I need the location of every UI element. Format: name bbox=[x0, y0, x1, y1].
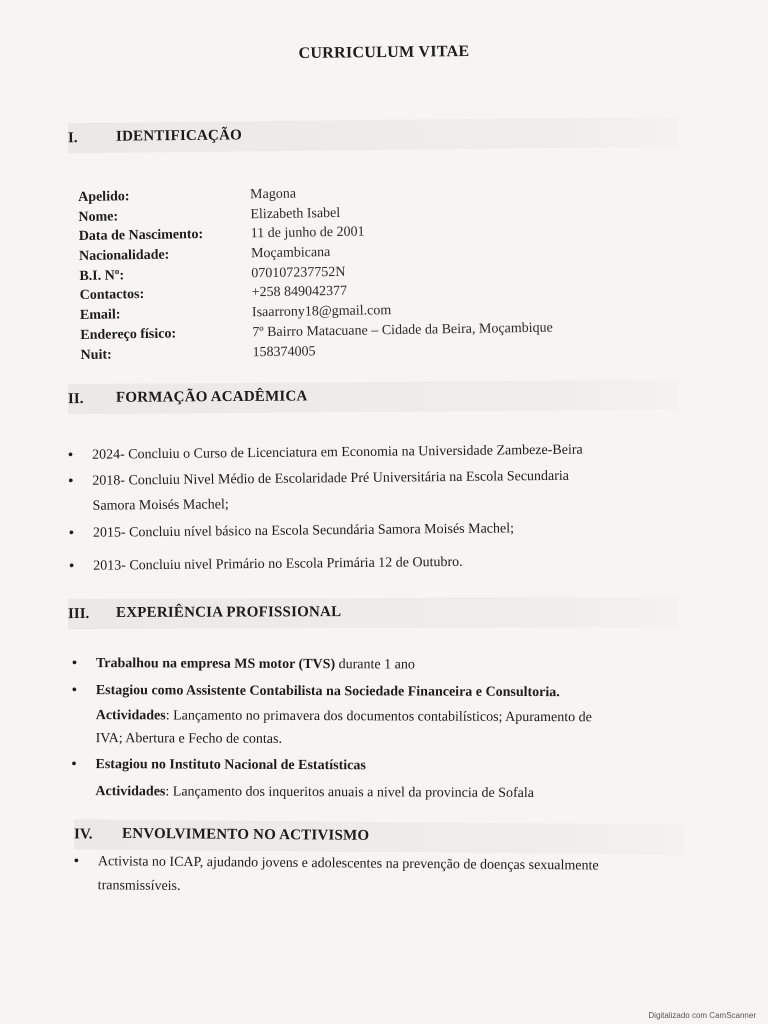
id-value: 158374005 bbox=[252, 343, 316, 360]
bullet-icon: • bbox=[73, 853, 79, 870]
list-item: • 2013- Concluiu nivel Primário no Escola Primária 12 de Outubro. bbox=[69, 551, 689, 577]
activismo-list bbox=[74, 852, 694, 901]
bullet-icon: • bbox=[68, 447, 74, 463]
id-value: 070107237752N bbox=[251, 264, 346, 282]
section-header-experiencia bbox=[68, 597, 678, 629]
list-item: • Activista no ICAP, ajudando jovens e adolescentes na prevenção de doenças sexualmente bbox=[73, 853, 599, 874]
list-item-continuation: transmissíveis. bbox=[97, 878, 181, 894]
id-value: 7º Bairro Matacuane – Cidade da Beira, Moçambique bbox=[252, 320, 553, 341]
section-header-envolvimento bbox=[74, 819, 684, 854]
id-value: Isaarrony18@gmail.com bbox=[251, 303, 392, 321]
activity-line: IVA; Abertura e Fecho de contas. bbox=[95, 731, 283, 747]
id-value: +258 849042377 bbox=[251, 284, 348, 301]
id-label: Contactos: bbox=[79, 287, 145, 304]
id-label: Nome: bbox=[78, 209, 119, 225]
list-item: • Estagiou como Assistente Contabilista na Sociedade Financeira e Consultoria. bbox=[71, 682, 560, 701]
id-label: Email: bbox=[79, 307, 121, 324]
id-label: Endereço físico: bbox=[80, 326, 177, 343]
activity-line: Actividades: Lançamento dos inqueritos anuais a nivel da provincia de Sofala bbox=[95, 784, 534, 802]
id-label: Nuit: bbox=[80, 346, 112, 363]
bullet-icon: • bbox=[68, 473, 74, 489]
section-title: FORMAÇÃO ACADÊMICA bbox=[115, 388, 308, 406]
document-title: CURRICULUM VITAE bbox=[298, 42, 470, 63]
scanner-watermark: Digitalizado com CamScanner bbox=[648, 1011, 756, 1020]
bullet-icon: • bbox=[71, 756, 77, 773]
list-item: • 2015- Concluiu nível básico na Escola Secundária Samora Moisés Machel; bbox=[69, 518, 689, 544]
bullet-icon: • bbox=[71, 656, 77, 672]
bullet-icon: • bbox=[71, 682, 77, 699]
section-number: I. bbox=[67, 130, 78, 147]
id-value: Moçambicana bbox=[250, 245, 331, 262]
list-item: • 2024- Concluiu o Curso de Licenciatura em Economia na Universidade Zambeze-Beira bbox=[68, 440, 688, 466]
bullet-icon: • bbox=[68, 525, 74, 541]
id-value: 11 de junho de 2001 bbox=[250, 224, 365, 242]
id-label: B.I. Nº: bbox=[79, 268, 125, 284]
formacao-list bbox=[68, 440, 689, 577]
section-title: ENVOLVIMENTO NO ACTIVISMO bbox=[121, 825, 370, 844]
section-number: II. bbox=[67, 391, 84, 408]
section-title: EXPERIÊNCIA PROFISSIONAL bbox=[115, 604, 342, 621]
id-label: Nacionalidade: bbox=[78, 247, 170, 265]
identification-table bbox=[78, 181, 553, 366]
section-header-identificacao bbox=[68, 117, 678, 153]
section-number: IV. bbox=[73, 826, 93, 843]
list-item-continuation: Samora Moisés Machel; bbox=[92, 497, 229, 514]
section-title: IDENTIFICAÇÃO bbox=[115, 127, 243, 145]
activity-line: Actividades: Lançamento no primavera dos documentos contabilísticos; Apuramento de bbox=[95, 708, 592, 726]
id-label: Data de Nascimento: bbox=[78, 227, 204, 245]
list-item: • Estagiou no Instituto Nacional de Estatísticas bbox=[71, 756, 366, 774]
id-label: Apelido: bbox=[78, 189, 130, 205]
section-header-formacao bbox=[68, 380, 678, 414]
id-value: Magona bbox=[250, 186, 297, 203]
id-value: Elizabeth Isabel bbox=[250, 205, 341, 222]
list-item: • 2018- Concluiu Nivel Médio de Escolaridade Pré Universitária na Escola Secundaria bbox=[68, 466, 688, 492]
bullet-icon: • bbox=[69, 558, 75, 574]
section-number: III. bbox=[67, 605, 90, 623]
list-item: • Trabalhou na empresa MS motor (TVS) durante 1 ano bbox=[71, 656, 415, 673]
experiencia-list bbox=[71, 654, 692, 805]
